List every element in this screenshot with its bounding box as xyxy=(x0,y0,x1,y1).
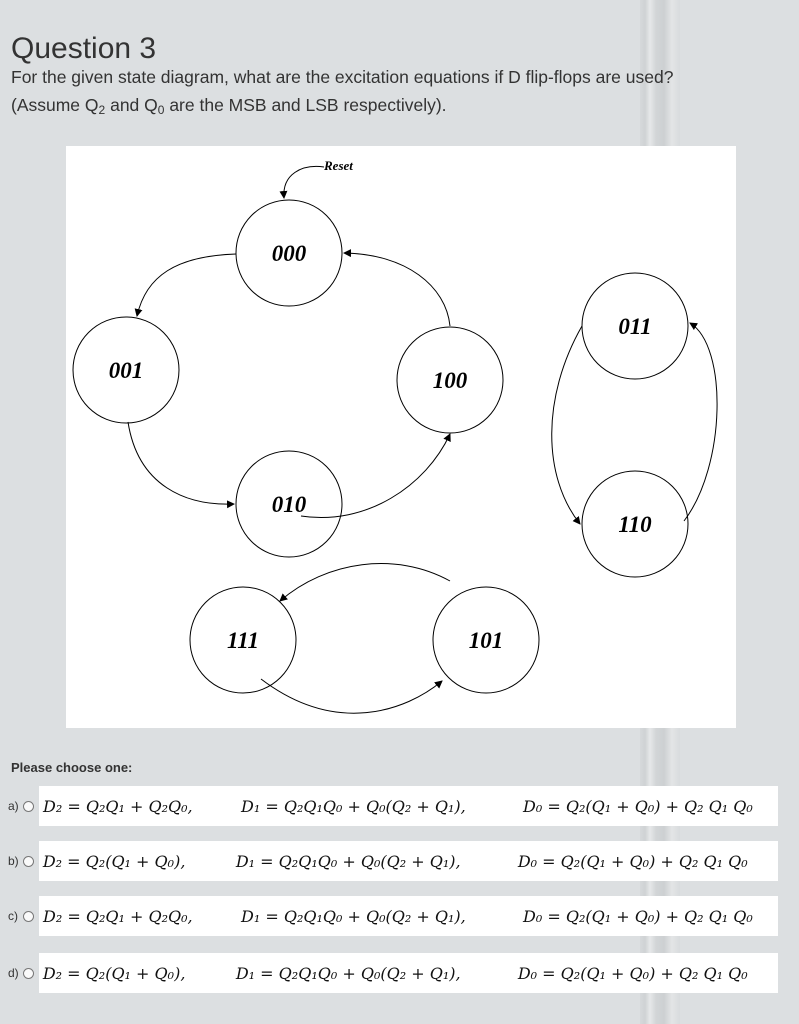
radio-button[interactable] xyxy=(23,968,34,979)
equation-d1: D₁ = Q₂Q₁Q₀ + Q₀(Q₂ + Q₁), xyxy=(235,851,461,871)
option-letter: c) xyxy=(8,909,18,923)
answer-equations xyxy=(39,786,778,826)
transition-100-000 xyxy=(344,253,450,326)
question-text xyxy=(11,63,781,124)
answer-equations xyxy=(39,841,778,881)
state-label-111: 111 xyxy=(227,628,259,653)
equation-d0: D₀ = Q₂(Q₁ + Q₀) + Q₂ Q₁ Q₀ xyxy=(523,906,753,926)
choose-label: Please choose one: xyxy=(11,760,133,775)
transition-111-101 xyxy=(261,679,442,713)
radio-button[interactable] xyxy=(23,911,34,922)
equation-d0: D₀ = Q₂(Q₁ + Q₀) + Q₂ Q₁ Q₀ xyxy=(517,851,748,871)
answer-option-a[interactable] xyxy=(8,786,778,826)
reset-arrow xyxy=(284,166,324,198)
equation-d2: D₂ = Q₂(Q₁ + Q₀), xyxy=(42,851,186,871)
state-label-101: 101 xyxy=(468,628,504,653)
radio-button[interactable] xyxy=(23,856,34,867)
answer-equations xyxy=(39,953,778,993)
option-letter: d) xyxy=(8,966,19,980)
transition-101-111 xyxy=(280,564,450,601)
state-label-110: 110 xyxy=(618,512,652,537)
equation-d2: D₂ = Q₂Q₁ + Q₂Q₀, xyxy=(43,906,193,926)
equation-d0: D₀ = Q₂(Q₁ + Q₀) + Q₂ Q₁ Q₀ xyxy=(523,796,753,816)
state-label-000: 000 xyxy=(271,241,307,266)
equation-d2: D₂ = Q₂(Q₁ + Q₀), xyxy=(42,963,186,983)
answer-equations xyxy=(39,896,778,936)
state-label-100: 100 xyxy=(432,368,468,393)
state-label-001: 001 xyxy=(108,358,144,383)
answer-option-d[interactable] xyxy=(8,953,778,993)
question-line-2: (Assume $Q_2$ and $Q_0$ are the MSB and LSB respectively). xyxy=(11,95,447,117)
option-letter: a) xyxy=(8,799,19,813)
transition-010-100 xyxy=(301,434,450,518)
equation-d2: D₂ = Q₂Q₁ + Q₂Q₀, xyxy=(43,796,193,816)
state-label-010: 010 xyxy=(271,492,307,517)
state-label-011: 011 xyxy=(618,314,652,339)
equation-d1: D₁ = Q₂Q₁Q₀ + Q₀(Q₂ + Q₁), xyxy=(241,796,466,816)
question-line-1: For the given state diagram, what are the excitation equations if D flip-flops are used? xyxy=(11,67,674,87)
equation-d1: D₁ = Q₂Q₁Q₀ + Q₀(Q₂ + Q₁), xyxy=(235,963,461,983)
transition-001-010 xyxy=(128,422,234,504)
state-diagram xyxy=(66,146,736,728)
transition-000-001 xyxy=(137,254,236,316)
answer-option-c[interactable] xyxy=(8,896,778,936)
option-letter: b) xyxy=(8,854,19,868)
equation-d1: D₁ = Q₂Q₁Q₀ + Q₀(Q₂ + Q₁), xyxy=(241,906,466,926)
reset-label: Reset xyxy=(324,158,353,173)
question-title: Question 3 xyxy=(11,32,157,66)
radio-button[interactable] xyxy=(23,801,34,812)
answer-option-b[interactable] xyxy=(8,841,778,881)
transition-011-110 xyxy=(552,326,582,524)
transition-110-011 xyxy=(684,323,717,521)
equation-d0: D₀ = Q₂(Q₁ + Q₀) + Q₂ Q₁ Q₀ xyxy=(517,963,748,983)
